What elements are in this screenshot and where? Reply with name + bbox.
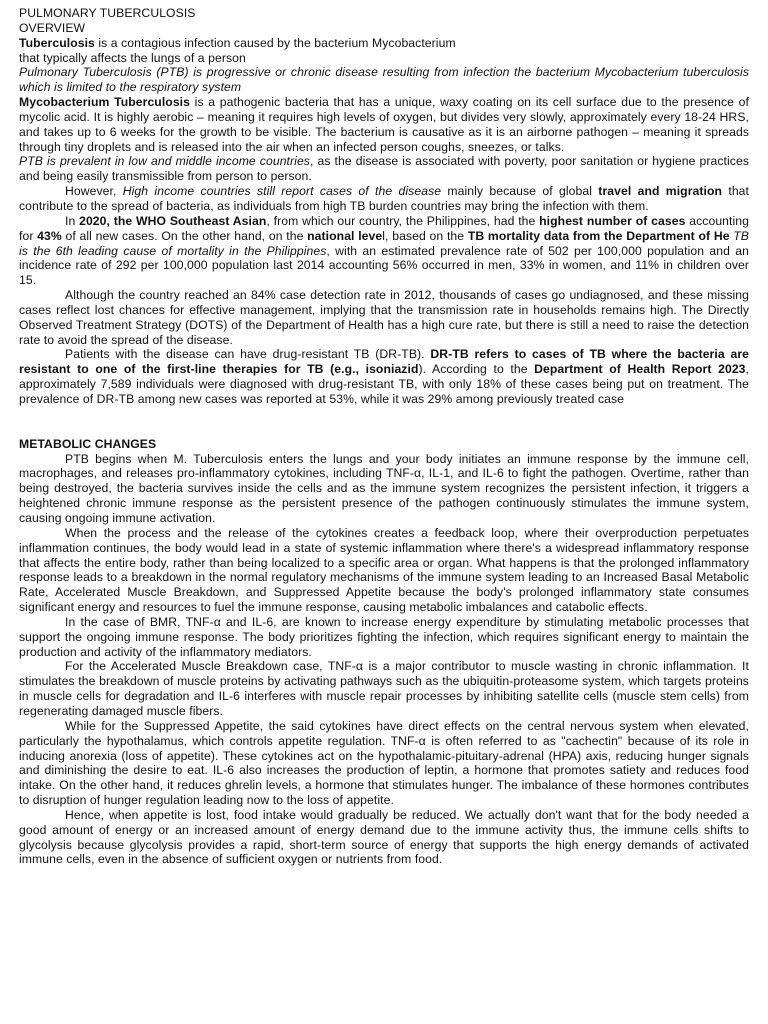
tb-definition-text: is a contagious infection caused by the bacterium Mycobacterium	[94, 35, 456, 50]
tb-definition-paragraph	[19, 36, 749, 51]
dr-definition-bold: DR-TB refers to cases of TB where the bacteria are resistant to one of the first-line therapies for TB (e.g., isoniazid	[19, 347, 750, 377]
stats-2020-paragraph	[19, 214, 749, 288]
leading-cause-italic: TB is the 6th leading cause of mortality in the Philippines	[19, 228, 749, 258]
stats-text-1: In	[65, 213, 80, 228]
highest-cases-bold: highest number of cases	[539, 213, 686, 228]
ptb-definition-text: Pulmonary Tuberculosis (PTB) is progressive or chronic disease resulting from infection the bacterium Mycobacterium tuberculosis which is limited to the respiratory system	[19, 65, 749, 95]
metabolic-paragraph-2: When the process and the release of the cytokines creates a feedback loop, where their overproduction perpetuates inflammation continues, the body would lead in a state of systemic inflammation where there's a widespread inflammatory response that affects the entire body, rather than being localized to a specific area or organ. What happens is that the prolonged inflammatory response leads to a breakdown in the normal regulatory mechanisms of the immune system leading to an Increased Basal Metabolic Rate, Accelerated Muscle Breakdown, and Suppressed Appetite because the body's prolonged inflammatory state consumes significant energy and resources to fuel the immune response, causing metabolic imbalances and catabolic effects.	[19, 525, 749, 615]
high-income-italic-text: High income countries still report cases of the disease	[122, 184, 442, 199]
stats-text-3: accounting for	[19, 213, 749, 243]
tb-definition-continuation: that typically affects the lungs of a person	[19, 50, 246, 65]
metabolic-paragraph-3: In the case of BMR, TNF-α and IL-6, are known to increase energy expenditure by stimulating metabolic processes that support the ongoing immune response. The body prioritizes fighting the infection, which requires significant energy to maintain the production and activity of the inflammatory mediators.	[19, 614, 749, 659]
prevalence-text: , as the disease is associated with poverty, poor sanitation or hygiene practices and being easily transmissible from person to person.	[19, 154, 749, 184]
metabolic-heading-text: METABOLIC CHANGES	[19, 436, 157, 451]
tb-term: Tuberculosis	[19, 35, 95, 50]
ptb-definition-paragraph	[19, 65, 749, 95]
metabolic-paragraph-6: Hence, when appetite is lost, food intake would gradually be reduced. We actually don't want that for the body needed a good amount of energy or an increased amount of energy demand due to the immune activity thus, the immune cells shifts to glycolysis because glycolysis provides a rapid, short-term source of energy that supports the high energy demands of activated immune cells, even in the absence of sufficient oxygen or nutrients from food.	[19, 807, 749, 867]
metabolic-changes-heading	[19, 437, 749, 452]
stats-text-2: , from which our country, the Philippines, had the	[266, 213, 540, 228]
document-title: PULMONARY TUBERCULOSIS	[19, 6, 196, 20]
percent-bold: 43%	[37, 228, 62, 243]
metabolic-paragraph-1: PTB begins when M. Tuberculosis enters the lungs and your body initiates an immune response by the immune cell, macrophages, and releases pro-inflammatory cytokines, including TNF-α, IL-1, and IL-6 to fight the pathogen. Overtime, rather than being destroyed, the bacteria survives inside the cells and as the immune system recognizes the persistent infection, it triggers a heightened chronic immune response as the persistent presence of the pathogen continuously stimulates the immune system, causing ongoing immune activation.	[19, 451, 749, 525]
mtb-paragraph	[19, 95, 749, 154]
dr-text-2: ). According to the	[418, 362, 535, 377]
high-income-paragraph	[19, 184, 749, 214]
stats-text-6: , with an estimated prevalence rate of 502 per 100,000 population and an incidence rate of 292 per 100,000 population last 2014 accounting 56% occurred in men, 33% in women, and 11% in children over 15.	[19, 243, 749, 288]
national-level-bold: national leve	[307, 228, 383, 243]
drug-resistant-paragraph	[19, 347, 749, 406]
stats-text-4: of all new cases. On the other hand, on the	[61, 228, 308, 243]
mtb-term: Mycobacterium Tuberculosis	[19, 95, 190, 110]
overview-heading: OVERVIEW	[19, 20, 86, 35]
mortality-data-bold: TB mortality data from the Department of He	[467, 228, 730, 243]
travel-migration-bold: travel and migration	[598, 184, 723, 199]
dr-text-1: Patients with the disease can have drug-resistant TB (DR-TB).	[65, 347, 431, 362]
prevalence-paragraph	[19, 154, 749, 184]
metabolic-paragraph-4: For the Accelerated Muscle Breakdown case, TNF-α is a major contributor to muscle wasting in chronic inflammation. It stimulates the breakdown of muscle proteins by activating pathways such as the ubiquitin-proteasome system, which targets proteins in muscle cells for degradation and IL-6 interferes with muscle repair processes by inhibiting satellite cells (muscle stem cells) from regenerating damaged muscle fibers.	[19, 659, 749, 718]
who-southeast-bold: 2020, the WHO Southeast Asian	[79, 213, 267, 228]
however-text-2: mainly because of global	[441, 184, 599, 199]
however-text-3: that contribute to the spread of bacteria, as individuals from high TB burden countries may bring the infection with them.	[19, 184, 749, 213]
stats-text-5: l, based on the	[382, 228, 468, 243]
mtb-definition-text: is a pathogenic bacteria that has a unique, waxy coating on its cell surface due to the presence of mycolic acid. It is highly aerobic – meaning it requires high levels of oxygen, but divides very slowly, approximately every 18-24 HRS, and takes up to 6 weeks for the growth to be visible. The bacterium is causative as it is an airborne pathogen – meaning it spreads through tiny droplets and is released into the air when an infected person coughs, sneezes, or talks.	[19, 95, 750, 154]
prevalence-italic-text: PTB is prevalent in low and middle income countries	[19, 154, 310, 169]
doh-report-bold: Department of Health Report 2023	[534, 362, 746, 377]
however-text: However,	[65, 184, 123, 199]
dr-text-3: , approximately 7,589 individuals were diagnosed with drug-resistant TB, with only 18% of these cases being put on treatment. The prevalence of DR-TB among new cases was reported at 53%, while it was 29% among previously treated case	[19, 362, 749, 406]
metabolic-paragraph-5: While for the Suppressed Appetite, the said cytokines have direct effects on the central nervous system when elevated, particularly the hypothalamus, which controls appetite regulation. TNF-α is often referred to as "cachectin" because of its role in inducing anorexia (loss of appetite). These cytokines act on the hypothalamic-pituitary-adrenal (HPA) axis, reducing hunger signals and diminishing the desire to eat. IL-6 also increases the production of leptin, a hormone that promotes satiety and reduces food intake. On the other hand, it reduces ghrelin levels, a hormone that stimulates hunger. The imbalance of these hormones contributes to disruption of hunger regulation leading now to the loss of appetite.	[19, 718, 749, 808]
detection-rate-paragraph: Although the country reached an 84% case detection rate in 2012, thousands of cases go undiagnosed, and these missing cases reflect lost chances for effective management, implying that the transmission rate in households remains high. The Directly Observed Treatment Strategy (DOTS) of the Department of Health has a high cure rate, but there is still a need to raise the detection rate to avoid the spread of the disease.	[19, 288, 749, 347]
section-spacer	[19, 407, 749, 437]
